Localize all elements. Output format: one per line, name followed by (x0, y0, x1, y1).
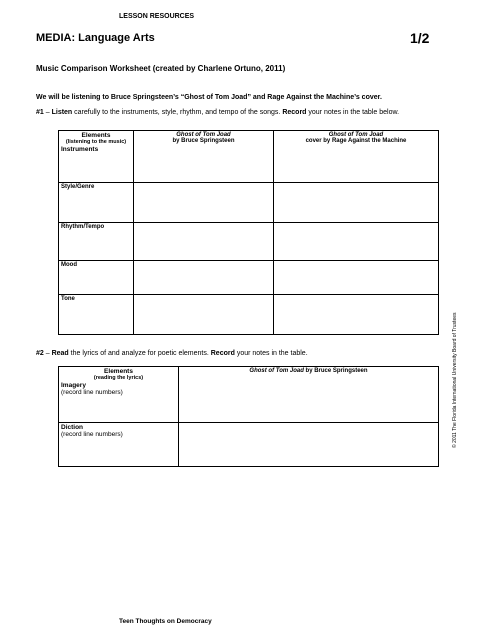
worksheet-title: Music Comparison Worksheet (created by Charlene Ortuno, 2011) (36, 64, 286, 73)
poetic-elements-table (58, 366, 439, 467)
table1-col-rage (274, 131, 439, 183)
answer-cell[interactable] (179, 423, 439, 467)
answer-cell[interactable] (274, 183, 439, 223)
table1-row-label-style: Style/Genre (59, 183, 134, 223)
table1-col3-title: Ghost of Tom Joad (328, 132, 384, 138)
instruction-2-verb-read: Read (51, 350, 69, 357)
answer-cell[interactable] (134, 261, 274, 295)
instruction-1-text-a: carefully to the instruments, style, rhythm, and tempo of the songs. (72, 109, 283, 116)
table2-col2-by: by Bruce Springsteen (303, 368, 368, 374)
table1-row-label-rhythm: Rhythm/Tempo (59, 223, 134, 261)
table1-header-row (59, 131, 439, 183)
table2-col2-title: Ghost of Tom Joad (249, 368, 304, 374)
table-row (59, 295, 439, 335)
table2-row-sub-imagery: (record line numbers) (61, 389, 123, 396)
table2-elements-sub: (reading the lyrics) (93, 375, 144, 381)
table1-row-label-tone: Tone (59, 295, 134, 335)
table-row (59, 261, 439, 295)
table1-col2-by: by Bruce Springsteen (172, 138, 235, 144)
instruction-1: #1 – Listen carefully to the instruments, style, rhythm, and tempo of the songs. Record your notes in the table below. (36, 109, 400, 116)
table1-elements-label: Elements (81, 132, 111, 139)
instruction-2-text-a: the lyrics of and analyze for poetic elements. (68, 350, 211, 357)
table2-row-sub-diction: (record line numbers) (61, 431, 123, 438)
answer-cell[interactable] (274, 223, 439, 261)
table-row (59, 223, 439, 261)
table1-col2-title: Ghost of Tom Joad (176, 132, 231, 138)
instruction-1-verb-record: Record (282, 109, 307, 116)
instruction-2 (36, 349, 431, 358)
footer-text: Teen Thoughts on Democracy (119, 618, 212, 625)
instruction-1-text-b: your notes in the table below. (306, 109, 400, 116)
instruction-1-verb-listen: Listen (51, 109, 73, 116)
page-heading: MEDIA: Language Arts (36, 32, 155, 44)
table2-row-label-diction: Diction (61, 424, 84, 431)
table2-row-label-imagery: Imagery (61, 382, 86, 389)
answer-cell[interactable] (134, 223, 274, 261)
table2-row-diction (59, 423, 179, 467)
answer-cell[interactable] (274, 261, 439, 295)
table2-col-springsteen[interactable] (179, 367, 439, 423)
table1-row-label-mood: Mood (59, 261, 134, 295)
table1-elements-sub: (listening to the music) (65, 139, 127, 145)
copyright-notice: © 2011 The Florida International University Board of Trustees (452, 312, 458, 448)
table1-header-elements (59, 131, 134, 183)
answer-cell[interactable] (274, 295, 439, 335)
instruction-2-verb-record: Record (210, 350, 235, 357)
table2-header-row (59, 367, 439, 423)
answer-cell[interactable] (134, 295, 274, 335)
instruction-2-dash: – (43, 350, 52, 357)
page-number: 1/2 (410, 30, 430, 46)
lesson-resources-label: LESSON RESOURCES (119, 13, 195, 20)
table2-header-elements (59, 367, 179, 423)
table-row (59, 183, 439, 223)
table1-col-springsteen (134, 131, 274, 183)
table-row (59, 423, 439, 467)
table1-col3-by: cover by Rage Against the Machine (305, 138, 407, 144)
music-comparison-table (58, 130, 439, 335)
table2-elements-label: Elements (104, 368, 133, 375)
answer-cell[interactable] (134, 183, 274, 223)
intro-text: We will be listening to Bruce Springsteen’s “Ghost of Tom Joad” and Rage Against the Machine’s cover. (36, 94, 382, 101)
instruction-1-number: #1 (36, 109, 44, 116)
instruction-2-text-b: your notes in the table. (234, 350, 308, 357)
table1-row-label-instruments: Instruments (61, 146, 99, 153)
instruction-2-number: #2 (36, 350, 44, 357)
